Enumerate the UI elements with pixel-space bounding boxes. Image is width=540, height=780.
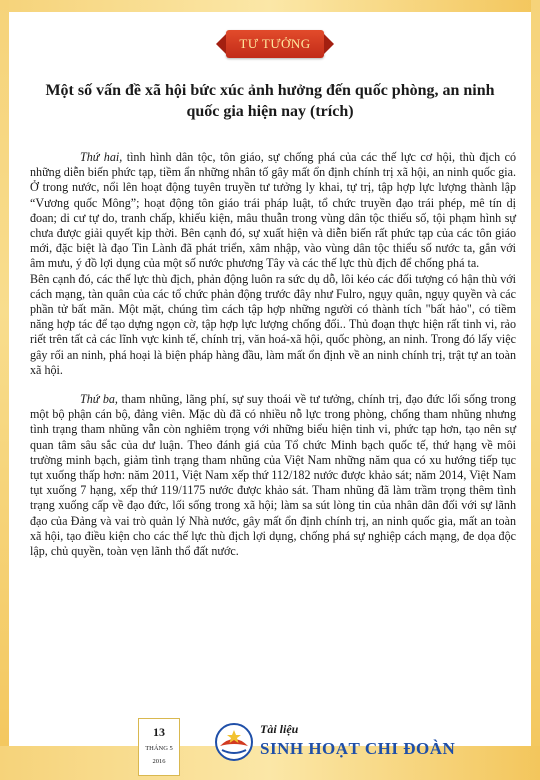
tai-lieu-label: Tài liệu xyxy=(260,722,299,736)
magazine-label xyxy=(260,722,455,759)
paragraph-1-lead: Thứ hai, xyxy=(80,150,123,164)
issue-year: 2016 xyxy=(152,758,166,765)
paragraph-1 xyxy=(30,150,516,272)
section-label: TƯ TƯỞNG xyxy=(239,36,311,51)
page-frame-top xyxy=(0,0,540,12)
issue-month: THÁNG 5 xyxy=(145,745,173,752)
article-body xyxy=(30,150,516,559)
section-ribbon xyxy=(226,30,324,58)
paragraph-1-text: tình hình dân tộc, tôn giáo, sự chống phá của các thế lực cơ hội, thù địch có những diễn biến phức tạp, tiềm ẩn những nhân tố gây mất ổn định chính trị xã hội, an ninh quốc gia. Ở trong nước, nổi lên hoạt động tuyên truyền tư tưởng ly khai, tự trị, tập hợp lực lượng thành lập “Vương quốc Mông”; hoạt động tôn giáo trái pháp luật, tổ chức truyền đạo trái phép, mê tín dị đoan; di cư tự do, tranh chấp, khiếu kiện, mâu thuẫn trong vùng dân tộc thiểu số, tội phạm hình sự chưa được giải quyết kịp thời. Bên cạnh đó, sự xuất hiện và diễn biến rất phức tạp của các tôn giáo mới, đặc biệt là đạo Tin Lành đã phát triển, xâm nhập, vào vùng dân tộc thiểu số nước ta, gắn với âm mưu, ý đồ lợi dụng của một số nước phương Tây và các thế lực thù địch để chống phá ta. xyxy=(30,150,516,271)
paragraph-3 xyxy=(30,392,516,559)
page-number: 13 xyxy=(153,725,165,739)
article-title: Một số vấn đề xã hội bức xúc ảnh hưởng đến quốc phòng, an ninh quốc gia hiện nay (trích) xyxy=(45,82,495,120)
paragraph-3-text: tham nhũng, lãng phí, sự suy thoái về tư tưởng, chính trị, đạo đức lối sống trong một bộ phận cán bộ, đảng viên. Mặc dù đã có nhiều nỗ lực trong phòng, chống tham nhũng nhưng tình trạng tham nhũng vẫn còn nghiêm trọng với những biểu hiện tinh vi, phức tạp hơn, tạo nên sự quan tâm sâu sắc của dư luận. Theo đánh giá của Tổ chức Minh bạch quốc tế, thứ hạng về môi trường minh bạch, giảm tình trạng tham nhũng của Việt Nam những năm qua có xu hướng tiếp tục tụt xuống thấp hơn: năm 2011, Việt Nam xếp thứ 112/182 nước được khảo sát; năm 2014, Việt Nam tụt xuống 7 hạng, xếp thứ 119/1175 nước được khảo sát. Tham nhũng đã làm trầm trọng thêm tình trạng xuống cấp về đạo đức, lối sống trong xã hội; làm sa sút lòng tin của nhân dân đối với sự lãnh đạo của Đảng và vai trò quản lý Nhà nước, gây mất ổn định chính trị, an ninh quốc gia, mất an toàn xã hội, tạo điều kiện cho các thế lực thù địch lợi dụng, chống phá sự nghiệp cách mạng, đe dọa độc lập, chủ quyền, toàn vẹn lãnh thổ đất nước. xyxy=(30,392,516,559)
youth-union-emblem-icon xyxy=(214,722,254,762)
page-frame-right xyxy=(531,0,540,780)
page-frame-left xyxy=(0,0,9,780)
paragraph-2: Bên cạnh đó, các thế lực thù địch, phản động luôn ra sức dụ dỗ, lôi kéo các đối tượng có hận thù với cách mạng, tàn quân của các tổ chức phản động trước đây như Fulro, ngụy quân, ngụy quyền và các phần tử bất mãn. Một mặt, chúng tìm cách tập hợp những người có thành tích "bất hảo", có tiềm năng hợp tác để tạo dựng ngọn cờ, tập hợp lực lượng chống đối.. Thủ đoạn thực hiện rất tinh vi, rảo riết trên tất cả các lĩnh vực kinh tế, chính trị, văn hoá-xã hội, quốc phòng, an ninh. Trong đó lấy việc gây rối an ninh, phá hoại là biện pháp hàng đầu, làm mất ổn định về an ninh chính trị, trật tự an toàn xã hội. xyxy=(30,271,516,377)
magazine-name: SINH HOẠT CHI ĐOÀN xyxy=(260,739,456,758)
page-number-box xyxy=(138,718,180,776)
paragraph-3-lead: Thứ ba, xyxy=(80,392,118,407)
